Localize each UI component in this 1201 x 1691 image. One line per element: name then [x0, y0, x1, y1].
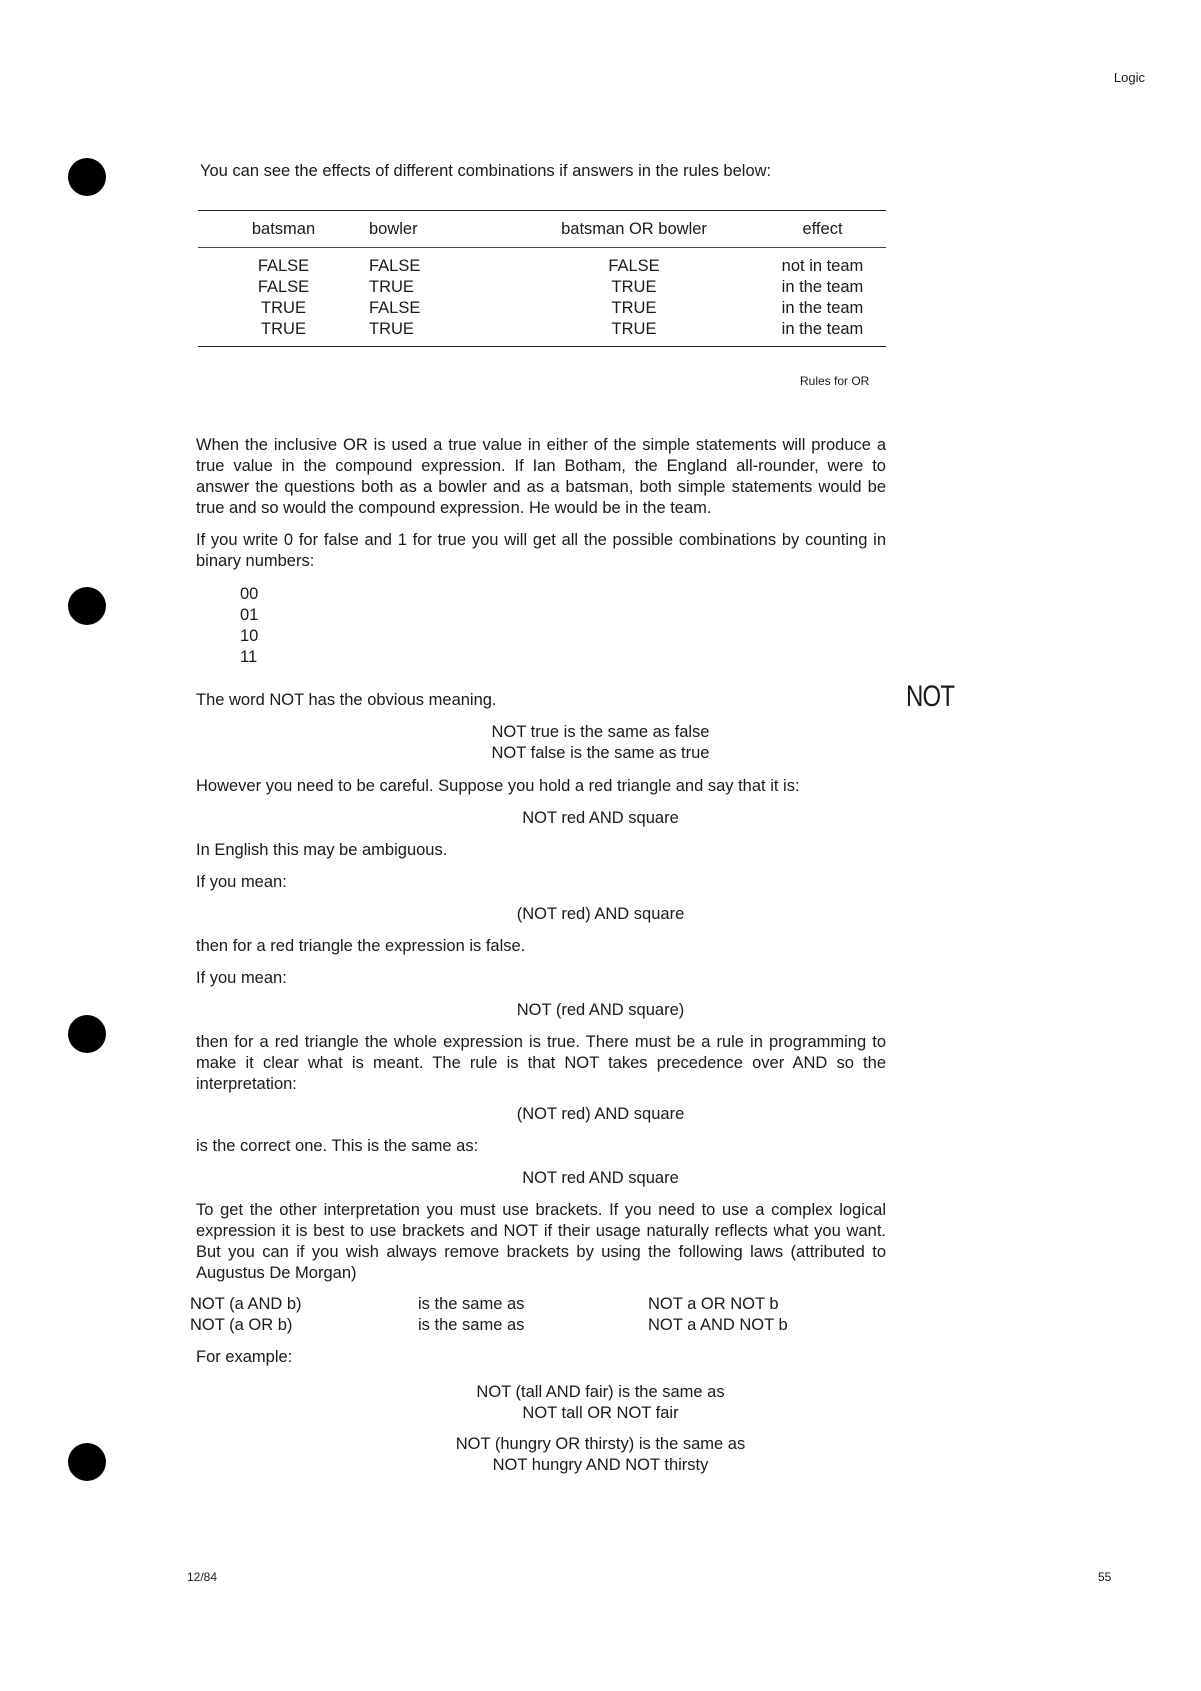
- paragraph-for-example: For example:: [196, 1348, 293, 1366]
- column-header: effect: [802, 220, 843, 238]
- table-header-row: [198, 211, 886, 247]
- footer-date: 12/84: [187, 1570, 218, 1584]
- list-item: 01: [240, 606, 259, 624]
- table-row: [198, 277, 886, 298]
- not-false-line: NOT false is the same as true: [491, 744, 710, 762]
- table-cell: FALSE: [608, 257, 660, 275]
- column-header: batsman: [251, 220, 316, 238]
- expression: (NOT red) AND square: [516, 1105, 685, 1123]
- intro-text: You can see the effects of different combinations if answers in the rules below:: [200, 162, 772, 180]
- paragraph-correct: is the correct one. This is the same as:: [196, 1137, 479, 1155]
- table-cell: TRUE: [369, 278, 414, 296]
- binary-list: [240, 584, 258, 668]
- truth-table: [198, 210, 886, 347]
- table-cell: FALSE: [369, 299, 421, 317]
- table-cell: TRUE: [611, 299, 657, 317]
- table-cell: FALSE: [257, 257, 310, 275]
- paragraph-ambiguous: In English this may be ambiguous.: [196, 841, 448, 859]
- column-header: batsman OR bowler: [561, 220, 707, 238]
- table-rule-bottom: [198, 346, 886, 347]
- table-row: [198, 319, 886, 340]
- law-left: NOT (a OR b): [190, 1316, 293, 1334]
- table-cell: in the team: [781, 299, 864, 317]
- table-cell: TRUE: [369, 320, 414, 338]
- law-right: NOT a AND NOT b: [648, 1316, 788, 1334]
- table-cell: FALSE: [257, 278, 310, 296]
- table-cell: TRUE: [611, 320, 657, 338]
- law-left: NOT (a AND b): [190, 1295, 302, 1313]
- example-line: NOT hungry AND NOT thirsty: [492, 1456, 709, 1474]
- paragraph-if-mean: If you mean:: [196, 969, 287, 987]
- table-caption: Rules for OR: [800, 374, 870, 388]
- law-mid: is the same as: [418, 1295, 525, 1313]
- table-cell: FALSE: [369, 257, 421, 275]
- table-cell: TRUE: [261, 320, 306, 338]
- law-right: NOT a OR NOT b: [648, 1295, 779, 1313]
- expression: NOT red AND square: [522, 809, 679, 827]
- paragraph-inclusive-or: When the inclusive OR is used a true value in either of the simple statements will produce a true value in the compound expression. If Ian Botham, the England all-rounder, were to answer the questions both as a bowler and as a batsman, both simple statements would be true and so would the compound expression. He would be in the team.: [196, 436, 886, 517]
- paragraph-binary: If you write 0 for false and 1 for true you will get all the possible combinations by counting in binary numbers:: [196, 531, 886, 570]
- example-line: NOT (tall AND fair) is the same as: [476, 1383, 725, 1401]
- punch-hole-icon: [68, 587, 106, 625]
- list-item: 11: [240, 648, 258, 666]
- expression: NOT red AND square: [522, 1169, 679, 1187]
- paragraph-brackets: To get the other interpretation you must use brackets. If you need to use a complex logical expression it is best to use brackets and NOT if their usage naturally reflects what you want. But you can if you wish always remove brackets by using the following laws (attributed to Augustus De Morgan): [196, 1201, 886, 1282]
- example-line: NOT (hungry OR thirsty) is the same as: [455, 1435, 746, 1453]
- table-row: [198, 298, 886, 319]
- paragraph-not: The word NOT has the obvious meaning.: [196, 691, 497, 709]
- expression: NOT (red AND square): [516, 1001, 685, 1019]
- example-line: NOT tall OR NOT fair: [522, 1404, 679, 1422]
- column-header: bowler: [369, 220, 418, 238]
- margin-heading: NOT: [906, 680, 955, 713]
- page-number: 55: [1098, 1570, 1112, 1584]
- law-mid: is the same as: [418, 1316, 525, 1334]
- table-cell: in the team: [781, 320, 864, 338]
- not-true-line: NOT true is the same as false: [491, 723, 710, 741]
- list-item: 00: [240, 585, 259, 603]
- table-cell: TRUE: [261, 299, 306, 317]
- paragraph-if-mean: If you mean:: [196, 873, 287, 891]
- paragraph-then-false: then for a red triangle the expression is false.: [196, 937, 526, 955]
- table-cell: not in team: [781, 257, 864, 275]
- table-cell: in the team: [781, 278, 864, 296]
- table-cell: TRUE: [611, 278, 657, 296]
- expression: (NOT red) AND square: [516, 905, 685, 923]
- punch-hole-icon: [68, 158, 106, 196]
- paragraph-precedence: then for a red triangle the whole expression is true. There must be a rule in programming to make it clear what is meant. The rule is that NOT takes precedence over AND so the interpretation:: [196, 1033, 886, 1093]
- paragraph-careful: However you need to be careful. Suppose you hold a red triangle and say that it is:: [196, 777, 800, 795]
- table-row: [198, 256, 886, 277]
- running-header: Logic: [1113, 70, 1145, 85]
- list-item: 10: [240, 627, 259, 645]
